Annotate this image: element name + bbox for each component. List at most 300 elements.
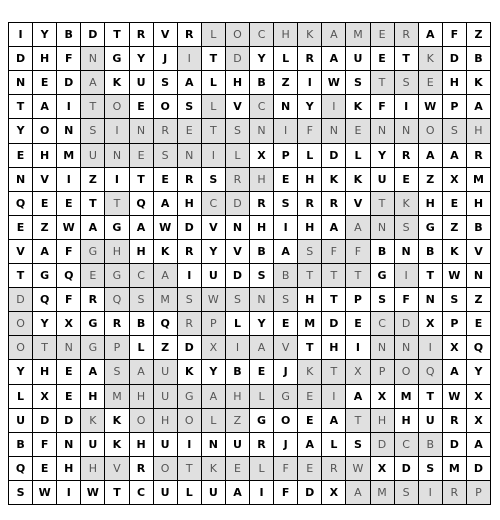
grid-cell[interactable]: R [178,312,202,336]
grid-cell[interactable]: O [105,95,129,119]
grid-cell[interactable]: J [154,47,178,71]
grid-cell[interactable]: B [57,23,81,47]
grid-cell[interactable]: N [371,336,395,360]
grid-cell[interactable]: H [274,23,298,47]
grid-cell[interactable]: N [9,71,33,95]
grid-cell[interactable]: I [346,336,370,360]
grid-cell[interactable]: T [130,168,154,192]
grid-cell[interactable]: K [419,47,443,71]
grid-cell[interactable]: H [57,457,81,481]
grid-cell[interactable]: T [419,385,443,409]
grid-cell[interactable]: O [419,119,443,143]
grid-cell[interactable]: L [202,409,226,433]
grid-cell[interactable]: K [467,71,491,95]
grid-cell[interactable]: I [395,264,419,288]
grid-cell[interactable]: W [57,216,81,240]
grid-cell[interactable]: S [178,95,202,119]
grid-cell[interactable]: A [250,336,274,360]
grid-cell[interactable]: G [371,264,395,288]
grid-cell[interactable]: X [250,144,274,168]
grid-cell[interactable]: C [250,95,274,119]
grid-cell[interactable]: O [178,409,202,433]
grid-cell[interactable]: E [467,312,491,336]
grid-cell[interactable]: U [154,433,178,457]
grid-cell[interactable]: M [395,385,419,409]
grid-cell[interactable]: D [443,433,467,457]
grid-cell[interactable]: N [105,144,129,168]
grid-cell[interactable]: D [33,409,57,433]
grid-cell[interactable]: X [346,360,370,384]
grid-cell[interactable]: N [250,119,274,143]
grid-cell[interactable]: G [105,216,129,240]
grid-cell[interactable]: I [322,95,346,119]
grid-cell[interactable]: S [395,71,419,95]
grid-cell[interactable]: P [467,481,491,505]
grid-cell[interactable]: A [467,95,491,119]
grid-cell[interactable]: N [9,168,33,192]
grid-cell[interactable]: O [395,360,419,384]
grid-cell[interactable]: Q [9,457,33,481]
grid-cell[interactable]: T [81,95,105,119]
grid-cell[interactable]: I [57,481,81,505]
grid-cell[interactable]: D [298,481,322,505]
grid-cell[interactable]: D [322,312,346,336]
grid-cell[interactable]: J [274,433,298,457]
grid-cell[interactable]: U [202,264,226,288]
grid-cell[interactable]: L [130,336,154,360]
grid-cell[interactable]: N [395,119,419,143]
grid-cell[interactable]: D [226,264,250,288]
grid-cell[interactable]: R [130,23,154,47]
grid-cell[interactable]: H [298,216,322,240]
grid-cell[interactable]: T [105,23,129,47]
grid-cell[interactable]: H [178,192,202,216]
grid-cell[interactable]: U [81,144,105,168]
grid-cell[interactable]: D [81,23,105,47]
grid-cell[interactable]: S [178,288,202,312]
grid-cell[interactable]: L [202,95,226,119]
grid-cell[interactable]: V [105,457,129,481]
grid-cell[interactable]: C [202,192,226,216]
grid-cell[interactable]: D [9,47,33,71]
grid-cell[interactable]: U [154,360,178,384]
grid-cell[interactable]: J [274,360,298,384]
grid-cell[interactable]: C [250,23,274,47]
grid-cell[interactable]: Y [33,23,57,47]
grid-cell[interactable]: R [105,312,129,336]
grid-cell[interactable]: E [298,409,322,433]
grid-cell[interactable]: Z [467,288,491,312]
grid-cell[interactable]: E [395,168,419,192]
grid-cell[interactable]: E [371,47,395,71]
grid-cell[interactable]: V [467,240,491,264]
grid-cell[interactable]: I [178,264,202,288]
grid-cell[interactable]: U [130,71,154,95]
grid-cell[interactable]: E [154,168,178,192]
grid-cell[interactable]: K [298,23,322,47]
grid-cell[interactable]: Y [9,119,33,143]
grid-cell[interactable]: A [130,360,154,384]
grid-cell[interactable]: B [419,240,443,264]
grid-cell[interactable]: I [9,23,33,47]
grid-cell[interactable]: A [322,47,346,71]
grid-cell[interactable]: M [298,312,322,336]
grid-cell[interactable]: I [178,433,202,457]
grid-cell[interactable]: L [226,144,250,168]
grid-cell[interactable]: Z [443,216,467,240]
grid-cell[interactable]: V [33,168,57,192]
grid-cell[interactable]: E [298,457,322,481]
grid-cell[interactable]: X [467,409,491,433]
grid-cell[interactable]: T [178,457,202,481]
grid-cell[interactable]: I [57,168,81,192]
grid-cell[interactable]: K [105,409,129,433]
grid-cell[interactable]: E [274,168,298,192]
grid-cell[interactable]: Y [371,144,395,168]
grid-cell[interactable]: I [298,71,322,95]
grid-cell[interactable]: R [250,433,274,457]
grid-cell[interactable]: I [250,481,274,505]
grid-cell[interactable]: N [467,264,491,288]
grid-cell[interactable]: W [322,71,346,95]
grid-cell[interactable]: K [202,457,226,481]
grid-cell[interactable]: A [81,360,105,384]
grid-cell[interactable]: N [57,336,81,360]
grid-cell[interactable]: K [178,360,202,384]
grid-cell[interactable]: B [467,216,491,240]
grid-cell[interactable]: T [322,288,346,312]
grid-cell[interactable]: N [371,216,395,240]
grid-cell[interactable]: O [226,23,250,47]
grid-cell[interactable]: G [105,47,129,71]
grid-cell[interactable]: R [395,23,419,47]
grid-cell[interactable]: E [274,312,298,336]
grid-cell[interactable]: S [154,144,178,168]
grid-cell[interactable]: I [57,95,81,119]
grid-cell[interactable]: N [395,336,419,360]
grid-cell[interactable]: L [178,481,202,505]
grid-cell[interactable]: S [443,288,467,312]
grid-cell[interactable]: E [371,23,395,47]
grid-cell[interactable]: A [130,216,154,240]
grid-cell[interactable]: L [322,433,346,457]
grid-cell[interactable]: H [322,336,346,360]
grid-cell[interactable]: F [33,433,57,457]
grid-cell[interactable]: F [443,23,467,47]
grid-cell[interactable]: N [274,95,298,119]
grid-cell[interactable]: W [202,288,226,312]
grid-cell[interactable]: S [346,71,370,95]
grid-cell[interactable]: R [443,409,467,433]
grid-cell[interactable]: L [226,312,250,336]
grid-cell[interactable]: A [154,192,178,216]
grid-cell[interactable]: E [178,119,202,143]
grid-cell[interactable]: S [9,481,33,505]
grid-cell[interactable]: A [322,23,346,47]
grid-cell[interactable]: R [154,119,178,143]
grid-cell[interactable]: A [346,385,370,409]
grid-cell[interactable]: A [443,360,467,384]
grid-cell[interactable]: L [202,23,226,47]
grid-cell[interactable]: X [467,385,491,409]
grid-cell[interactable]: D [178,336,202,360]
grid-cell[interactable]: T [298,336,322,360]
grid-cell[interactable]: R [226,168,250,192]
grid-cell[interactable]: M [467,168,491,192]
grid-cell[interactable]: D [371,433,395,457]
grid-cell[interactable]: E [346,312,370,336]
grid-cell[interactable]: R [298,47,322,71]
grid-cell[interactable]: V [9,240,33,264]
grid-cell[interactable]: S [226,119,250,143]
grid-cell[interactable]: W [81,481,105,505]
grid-cell[interactable]: Y [202,360,226,384]
grid-cell[interactable]: E [419,71,443,95]
grid-cell[interactable]: S [154,71,178,95]
grid-cell[interactable]: H [81,385,105,409]
grid-cell[interactable]: K [298,360,322,384]
grid-cell[interactable]: N [419,288,443,312]
grid-cell[interactable]: P [443,312,467,336]
grid-cell[interactable]: E [81,264,105,288]
grid-cell[interactable]: L [202,71,226,95]
grid-cell[interactable]: W [443,264,467,288]
grid-cell[interactable]: Q [9,192,33,216]
grid-cell[interactable]: C [130,481,154,505]
grid-cell[interactable]: A [346,481,370,505]
grid-cell[interactable]: X [202,336,226,360]
grid-cell[interactable]: R [467,144,491,168]
grid-cell[interactable]: L [250,385,274,409]
grid-cell[interactable]: S [346,433,370,457]
grid-cell[interactable]: G [81,312,105,336]
grid-cell[interactable]: Z [467,23,491,47]
grid-cell[interactable]: Q [419,360,443,384]
grid-cell[interactable]: P [443,95,467,119]
grid-cell[interactable]: T [105,481,129,505]
grid-cell[interactable]: U [154,481,178,505]
grid-cell[interactable]: F [57,240,81,264]
grid-cell[interactable]: A [178,71,202,95]
grid-cell[interactable]: H [130,433,154,457]
grid-cell[interactable]: R [250,192,274,216]
grid-cell[interactable]: H [130,385,154,409]
grid-cell[interactable]: G [419,216,443,240]
grid-cell[interactable]: N [81,47,105,71]
grid-cell[interactable]: A [81,71,105,95]
grid-cell[interactable]: E [298,385,322,409]
grid-cell[interactable]: D [322,144,346,168]
grid-cell[interactable]: E [226,457,250,481]
grid-cell[interactable]: T [395,47,419,71]
grid-cell[interactable]: E [9,216,33,240]
grid-cell[interactable]: H [395,409,419,433]
grid-cell[interactable]: B [226,360,250,384]
grid-cell[interactable]: R [298,192,322,216]
grid-cell[interactable]: D [226,192,250,216]
grid-cell[interactable]: D [178,216,202,240]
grid-cell[interactable]: T [9,95,33,119]
grid-cell[interactable]: A [322,216,346,240]
grid-cell[interactable]: Q [105,288,129,312]
grid-cell[interactable]: C [371,312,395,336]
grid-cell[interactable]: F [57,288,81,312]
grid-cell[interactable]: I [202,144,226,168]
grid-cell[interactable]: G [105,264,129,288]
grid-cell[interactable]: Z [274,71,298,95]
grid-cell[interactable]: X [419,312,443,336]
grid-cell[interactable]: S [298,240,322,264]
grid-cell[interactable]: T [346,264,370,288]
grid-cell[interactable]: O [33,119,57,143]
grid-cell[interactable]: K [443,240,467,264]
grid-cell[interactable]: X [443,168,467,192]
grid-cell[interactable]: D [395,312,419,336]
grid-cell[interactable]: A [154,264,178,288]
grid-cell[interactable]: H [419,192,443,216]
grid-cell[interactable]: S [130,288,154,312]
grid-cell[interactable]: M [105,385,129,409]
grid-cell[interactable]: I [105,168,129,192]
grid-cell[interactable]: D [467,457,491,481]
grid-cell[interactable]: K [395,192,419,216]
grid-cell[interactable]: A [443,144,467,168]
grid-cell[interactable]: S [250,264,274,288]
grid-cell[interactable]: H [298,168,322,192]
grid-cell[interactable]: H [467,119,491,143]
grid-cell[interactable]: A [274,240,298,264]
grid-cell[interactable]: I [419,481,443,505]
grid-cell[interactable]: S [395,216,419,240]
grid-cell[interactable]: F [274,457,298,481]
grid-cell[interactable]: A [81,216,105,240]
grid-cell[interactable]: H [33,47,57,71]
grid-cell[interactable]: Y [202,240,226,264]
grid-cell[interactable]: Y [250,47,274,71]
grid-cell[interactable]: V [226,240,250,264]
grid-cell[interactable]: U [202,481,226,505]
grid-cell[interactable]: H [105,240,129,264]
grid-cell[interactable]: V [346,192,370,216]
grid-cell[interactable]: Z [33,216,57,240]
grid-cell[interactable]: V [226,95,250,119]
grid-cell[interactable]: Y [9,360,33,384]
grid-cell[interactable]: Y [467,360,491,384]
grid-cell[interactable]: L [298,144,322,168]
grid-cell[interactable]: U [154,385,178,409]
grid-cell[interactable]: S [226,288,250,312]
grid-cell[interactable]: L [250,457,274,481]
grid-cell[interactable]: O [9,336,33,360]
grid-cell[interactable]: N [371,119,395,143]
grid-cell[interactable]: D [57,71,81,95]
grid-cell[interactable]: R [81,288,105,312]
grid-cell[interactable]: T [33,336,57,360]
grid-cell[interactable]: S [371,288,395,312]
grid-cell[interactable]: N [226,216,250,240]
grid-cell[interactable]: Y [250,312,274,336]
grid-cell[interactable]: I [274,216,298,240]
grid-cell[interactable]: F [274,481,298,505]
grid-cell[interactable]: P [371,360,395,384]
grid-cell[interactable]: Q [467,336,491,360]
grid-cell[interactable]: V [274,336,298,360]
grid-cell[interactable]: B [419,433,443,457]
grid-cell[interactable]: T [419,264,443,288]
grid-cell[interactable]: O [274,409,298,433]
grid-cell[interactable]: T [9,264,33,288]
grid-cell[interactable]: R [395,144,419,168]
grid-cell[interactable]: W [419,95,443,119]
grid-cell[interactable]: Q [130,192,154,216]
grid-cell[interactable]: R [178,240,202,264]
grid-cell[interactable]: O [9,312,33,336]
grid-cell[interactable]: N [57,433,81,457]
grid-cell[interactable]: T [322,264,346,288]
grid-cell[interactable]: Q [33,288,57,312]
grid-cell[interactable]: B [250,240,274,264]
grid-cell[interactable]: U [226,433,250,457]
grid-cell[interactable]: E [33,71,57,95]
grid-cell[interactable]: D [443,47,467,71]
grid-cell[interactable]: T [202,119,226,143]
grid-cell[interactable]: P [202,312,226,336]
grid-cell[interactable]: Z [419,168,443,192]
grid-cell[interactable]: E [346,119,370,143]
grid-cell[interactable]: A [346,216,370,240]
grid-cell[interactable]: B [274,264,298,288]
grid-cell[interactable]: Y [130,47,154,71]
grid-cell[interactable]: W [33,481,57,505]
grid-cell[interactable]: A [226,481,250,505]
grid-cell[interactable]: H [443,71,467,95]
grid-cell[interactable]: N [178,144,202,168]
grid-cell[interactable]: V [154,23,178,47]
grid-cell[interactable]: A [419,23,443,47]
grid-cell[interactable]: R [322,192,346,216]
grid-cell[interactable]: U [371,168,395,192]
grid-cell[interactable]: G [33,264,57,288]
grid-cell[interactable]: Q [57,264,81,288]
grid-cell[interactable]: T [346,409,370,433]
grid-cell[interactable]: O [130,409,154,433]
grid-cell[interactable]: Q [154,312,178,336]
grid-cell[interactable]: E [33,457,57,481]
grid-cell[interactable]: E [57,192,81,216]
grid-cell[interactable]: N [395,240,419,264]
grid-cell[interactable]: F [322,240,346,264]
grid-cell[interactable]: K [346,95,370,119]
grid-cell[interactable]: V [202,216,226,240]
grid-cell[interactable]: K [346,168,370,192]
grid-cell[interactable]: E [33,192,57,216]
grid-cell[interactable]: G [250,409,274,433]
grid-cell[interactable]: T [371,71,395,95]
grid-cell[interactable]: E [9,144,33,168]
grid-cell[interactable]: W [154,216,178,240]
grid-cell[interactable]: G [178,385,202,409]
grid-cell[interactable]: B [130,312,154,336]
grid-cell[interactable]: E [443,192,467,216]
grid-cell[interactable]: P [274,144,298,168]
grid-cell[interactable]: S [443,119,467,143]
grid-cell[interactable]: I [419,336,443,360]
grid-cell[interactable]: O [154,457,178,481]
grid-cell[interactable]: F [395,288,419,312]
grid-cell[interactable]: O [154,95,178,119]
grid-cell[interactable]: Z [154,336,178,360]
grid-cell[interactable]: N [130,119,154,143]
